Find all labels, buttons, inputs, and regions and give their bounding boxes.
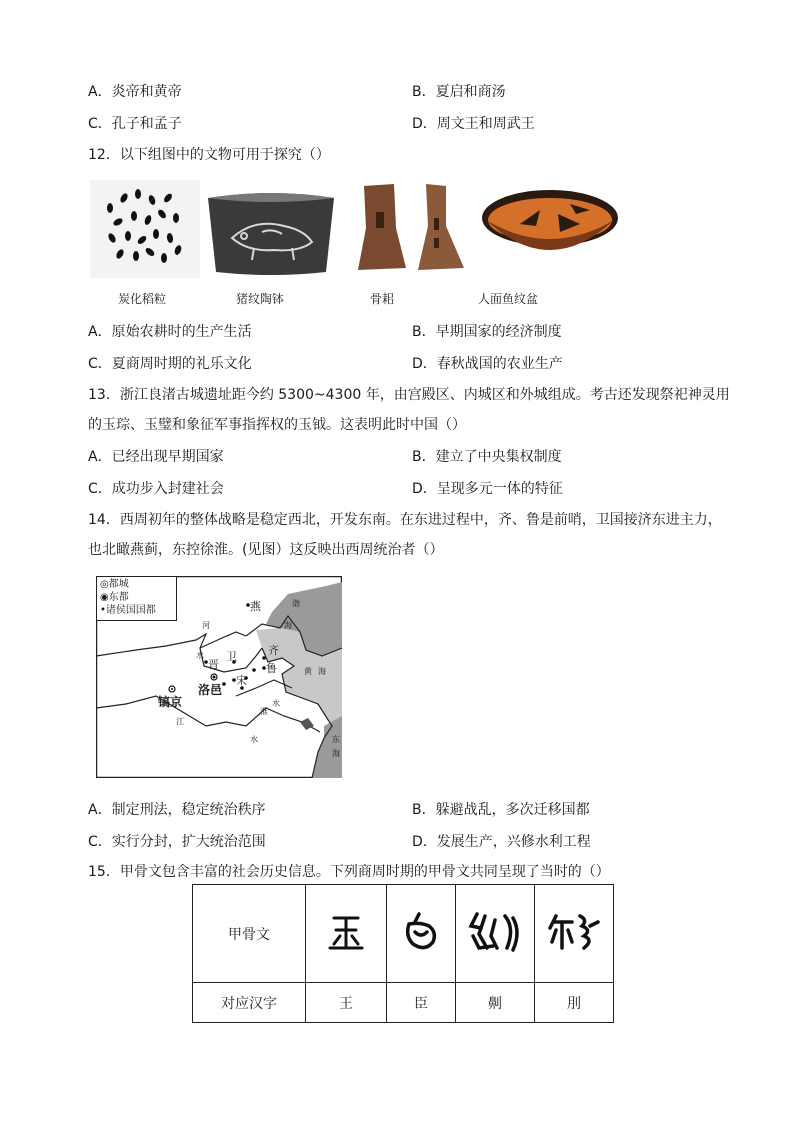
map-label-huai: 淮	[260, 707, 268, 716]
map-label-lu: 鲁	[266, 662, 277, 675]
q13-stem-line1: 13．浙江良渚古城遗址距今约 5300~4300 年，由宫殿区、内城区和外城组成。考古还发现祭祀神灵用	[88, 387, 730, 403]
map-label-shui-3: 水	[272, 699, 280, 708]
map-label-he: 河	[202, 621, 210, 630]
oracle-glyph-yue-cell	[535, 885, 614, 983]
carbonized-rice-image	[90, 180, 200, 278]
q14-option-d: D．发展生产，兴修水利工程	[412, 834, 591, 850]
q14-stem-line2: 也北瞰燕蓟，东控徐淮。(见图）这反映出西周统治者（）	[88, 542, 444, 558]
map-label-bo: 渤	[292, 599, 300, 608]
oracle-glyph-chen-cell	[387, 885, 456, 983]
q13-option-c: C．成功步入封建社会	[88, 481, 224, 497]
oracle-row	[193, 885, 614, 983]
q12-option-b: B．早期国家的经济制度	[412, 324, 562, 340]
q12-option-d: D．春秋战国的农业生产	[412, 356, 563, 372]
map-label-wei: 卫	[226, 650, 237, 663]
q13-option-a: A．已经出现早期国家	[88, 449, 224, 465]
pig-pattern-bowl-image	[204, 186, 338, 278]
legend-east-capital: 东都	[108, 592, 129, 603]
hanzi-wang: 王	[306, 983, 387, 1023]
caption-pig-bowl: 猪纹陶钵	[236, 292, 285, 306]
map-label-jiang: 江	[176, 717, 184, 726]
map-label-hai-2: 海	[318, 667, 326, 676]
map-label-hai-3: 海	[332, 749, 340, 758]
q13-option-b: B．建立了中央集权制度	[412, 449, 562, 465]
caption-carbonized-rice: 炭化稻粒	[118, 292, 167, 306]
oracle-wang-icon	[326, 910, 366, 954]
map-label-dong: 东	[332, 735, 340, 744]
map-label-jin: 晋	[208, 658, 219, 671]
map-label-yan: 燕	[250, 600, 261, 613]
map-label-shui-1: 水	[196, 651, 204, 660]
q14-stem-line1: 14．西周初年的整体战略是稳定西北，开发东南。在东进过程中，齐、鲁是前哨，卫国接济东进主力，	[88, 512, 722, 528]
oracle-bone-table	[192, 884, 614, 1023]
q13-stem-line2: 的玉琮、玉璧和象征军事指挥权的玉钺。这表明此时中国（）	[88, 417, 466, 433]
bone-spade-image	[354, 182, 472, 276]
hanzi-yue: 刖	[535, 983, 614, 1023]
map-label-haojing: 镐京	[158, 695, 183, 709]
q12-option-c: C．夏商周时期的礼乐文化	[88, 356, 252, 372]
q12-stem: 12．以下组图中的文物可用于探究（）	[88, 147, 330, 163]
q11-option-a: A．炎帝和黄帝	[88, 84, 182, 100]
q11-option-d: D．周文王和周武王	[412, 116, 535, 132]
caption-bone-spade: 骨耜	[370, 292, 395, 306]
hanzi-row-label: 对应汉字	[193, 983, 306, 1023]
western-zhou-map	[96, 576, 342, 778]
legend-east-capital-symbol: ◉	[100, 592, 109, 603]
q12-option-a: A．原始农耕时的生产生活	[88, 324, 252, 340]
face-fish-basin-image	[480, 184, 620, 272]
q13-option-d: D．呈现多元一体的特征	[412, 481, 563, 497]
q14-option-b: B．躲避战乱，多次迁移国都	[412, 802, 590, 818]
map-label-song: 宋	[236, 674, 247, 687]
map-label-shui-2: 水	[250, 735, 258, 744]
legend-capital-symbol: ◎	[100, 579, 109, 590]
map-label-qi: 齐	[268, 644, 279, 657]
oracle-yi-icon	[467, 908, 523, 956]
hanzi-yi: 劓	[456, 983, 535, 1023]
legend-vassal-symbol: •	[100, 605, 106, 616]
q11-option-c: C．孔子和孟子	[88, 116, 182, 132]
oracle-glyph-yi-cell	[456, 885, 535, 983]
q15-stem: 15．甲骨文包含丰富的社会历史信息。下列商周时期的甲骨文共同呈现了当时的（）	[88, 864, 610, 880]
q14-option-c: C．实行分封，扩大统治范围	[88, 834, 266, 850]
legend-capital: 都城	[108, 579, 129, 590]
caption-fish-basin: 人面鱼纹盆	[478, 292, 539, 306]
map-label-hai-1: 海	[284, 621, 292, 630]
legend-vassal: 诸侯国国都	[105, 605, 156, 616]
oracle-chen-icon	[401, 908, 441, 956]
map-label-luoyi: 洛邑	[198, 683, 223, 697]
q11-option-b: B．夏启和商汤	[412, 84, 506, 100]
map-label-huang: 黄	[304, 667, 312, 676]
hanzi-row	[193, 983, 614, 1023]
oracle-row-label: 甲骨文	[193, 885, 306, 983]
oracle-glyph-wang-cell	[306, 885, 387, 983]
oracle-yue-icon	[546, 908, 602, 956]
q14-option-a: A．制定刑法，稳定统治秩序	[88, 802, 266, 818]
hanzi-chen: 臣	[387, 983, 456, 1023]
